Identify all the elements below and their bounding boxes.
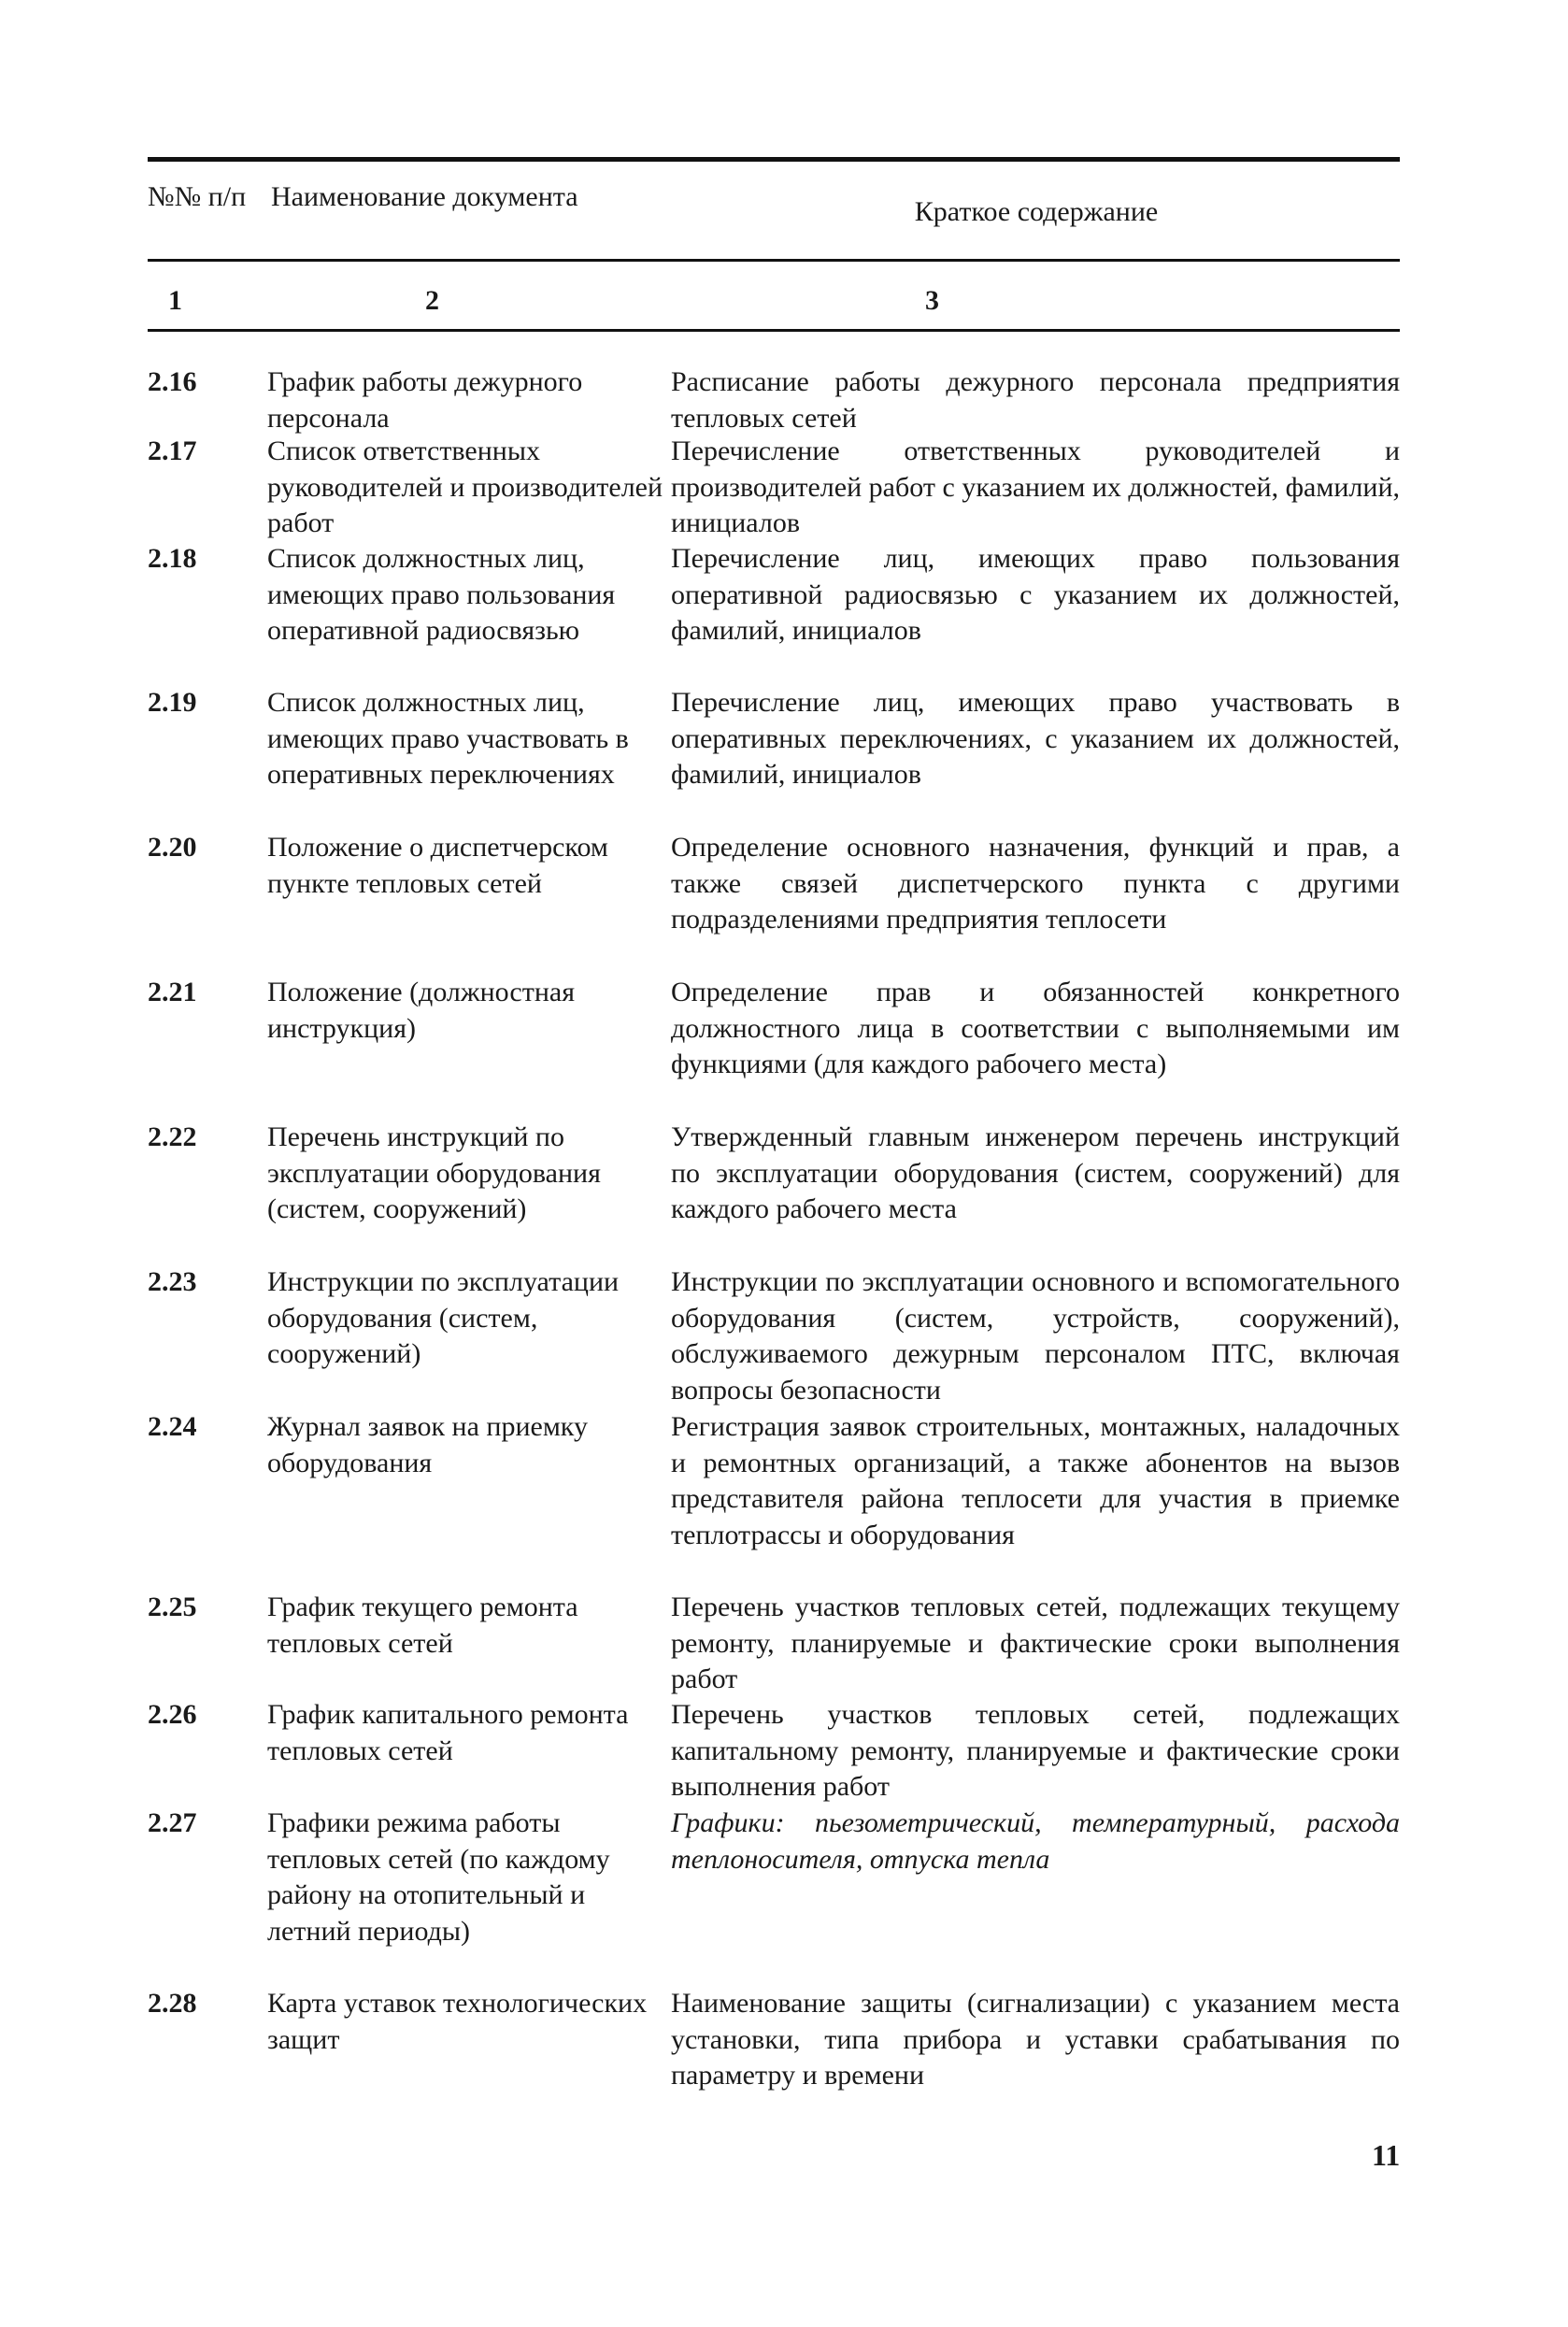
row-summary: Регистрация заявок строительных, монтажных, наладочных и ремонтных организаций, а также абонентов на вызов представителя района теплосети для участия в приемке теплотрассы и оборудования	[671, 1411, 1400, 1550]
row-summary: Инструкции по эксплуатации основного и вспомогательного оборудования (систем, устройств, сооружений), обслуживаемого дежурным персоналом ПТС, включая вопросы безопасности	[671, 1266, 1400, 1406]
column-number-1: 1	[168, 285, 182, 316]
row-document-name: Карта уставок технологических защит	[267, 1988, 648, 2055]
row-summary: Перечисление ответственных руководителей и производителей работ с указанием их должностей, фамилий, инициалов	[671, 435, 1400, 538]
row-summary: Перечисление лиц, имеющих право пользования оперативной радиосвязью с указанием их должностей, фамилий, инициалов	[671, 543, 1400, 646]
table-row	[148, 541, 1400, 685]
row-summary: Перечень участков тепловых сетей, подлежащих текущему ремонту, планируемые и фактические сроки выполнения работ	[671, 1592, 1400, 1694]
row-summary: Утвержденный главным инженером перечень инструкций по эксплуатации оборудования (систем, сооружений) для каждого рабочего места	[671, 1121, 1400, 1224]
row-number: 2.21	[148, 977, 197, 1007]
row-number: 2.17	[148, 435, 197, 466]
row-document-name: Список ответственных руководителей и производителей работ	[267, 435, 663, 538]
row-number: 2.22	[148, 1121, 197, 1152]
row-document-name: График работы дежурного персонала	[267, 366, 583, 434]
row-number: 2.26	[148, 1699, 197, 1730]
table-row	[148, 1806, 1400, 1986]
row-document-name: Журнал заявок на приемку оборудования	[267, 1411, 588, 1478]
table-row	[148, 1986, 1400, 2094]
table-row	[148, 1409, 1400, 1590]
row-number: 2.24	[148, 1411, 197, 1442]
table-row	[148, 1120, 1400, 1264]
table-row	[148, 434, 1400, 541]
header-document-name: Наименование документа	[271, 181, 578, 212]
row-number: 2.27	[148, 1807, 197, 1838]
header-number: №№ п/п	[148, 181, 247, 212]
row-document-name: Список должностных лиц, имеющих право пользования оперативной радиосвязью	[267, 543, 616, 646]
row-document-name: Положение (должностная инструкция)	[267, 977, 576, 1044]
table-body	[148, 364, 1400, 2094]
header-summary: Краткое содержание	[914, 196, 1159, 227]
column-number-2: 2	[425, 285, 439, 316]
row-number: 2.23	[148, 1266, 197, 1297]
row-document-name: Список должностных лиц, имеющих право участвовать в оперативных переключениях	[267, 687, 629, 790]
row-number: 2.18	[148, 543, 197, 574]
table-row	[148, 1697, 1400, 1806]
row-summary: Определение прав и обязанностей конкретного должностного лица в соответствии с выполняемыми им функциями (для каждого рабочего места)	[671, 977, 1400, 1079]
row-document-name: Положение о диспетчерском пункте тепловых сетей	[267, 832, 608, 899]
table-top-rule	[148, 157, 1400, 162]
row-document-name: Инструкции по эксплуатации оборудования (систем, сооружений)	[267, 1266, 620, 1369]
row-document-name: Графики режима работы тепловых сетей (по каждому району на отопительный и летний периоды)	[267, 1807, 610, 1947]
row-summary: Графики: пьезометрический, температурный, расхода теплоносителя, отпуска тепла	[671, 1807, 1400, 1875]
header-divider	[148, 259, 1400, 262]
table-row	[148, 830, 1400, 975]
row-document-name: Перечень инструкций по эксплуатации оборудования (систем, сооружений)	[267, 1121, 601, 1224]
row-document-name: График текущего ремонта тепловых сетей	[267, 1592, 578, 1659]
row-number: 2.25	[148, 1592, 197, 1622]
row-number: 2.19	[148, 687, 197, 718]
row-summary: Перечень участков тепловых сетей, подлежащих капитальному ремонту, планируемые и фактические сроки выполнения работ	[671, 1699, 1400, 1802]
row-number: 2.16	[148, 366, 197, 397]
row-number: 2.28	[148, 1988, 197, 2019]
row-summary: Перечисление лиц, имеющих право участвовать в оперативных переключениях, с указанием их должностей, фамилий, инициалов	[671, 687, 1400, 790]
table-row	[148, 364, 1400, 434]
page-number: 11	[1372, 2138, 1401, 2172]
table-row	[148, 975, 1400, 1120]
row-summary: Определение основного назначения, функций и прав, а также связей диспетчерского пункта с другими подразделениями предприятия теплосети	[671, 832, 1400, 935]
row-number: 2.20	[148, 832, 197, 863]
column-number-3: 3	[925, 285, 939, 316]
table-row	[148, 685, 1400, 830]
row-summary: Расписание работы дежурного персонала предприятия тепловых сетей	[671, 366, 1400, 434]
table-row	[148, 1590, 1400, 1697]
column-number-divider	[148, 329, 1400, 332]
row-document-name: График капитального ремонта тепловых сетей	[267, 1699, 629, 1766]
row-summary: Наименование защиты (сигнализации) с указанием места установки, типа прибора и уставки срабатывания по параметру и времени	[671, 1988, 1400, 2091]
table-row	[148, 1264, 1400, 1409]
